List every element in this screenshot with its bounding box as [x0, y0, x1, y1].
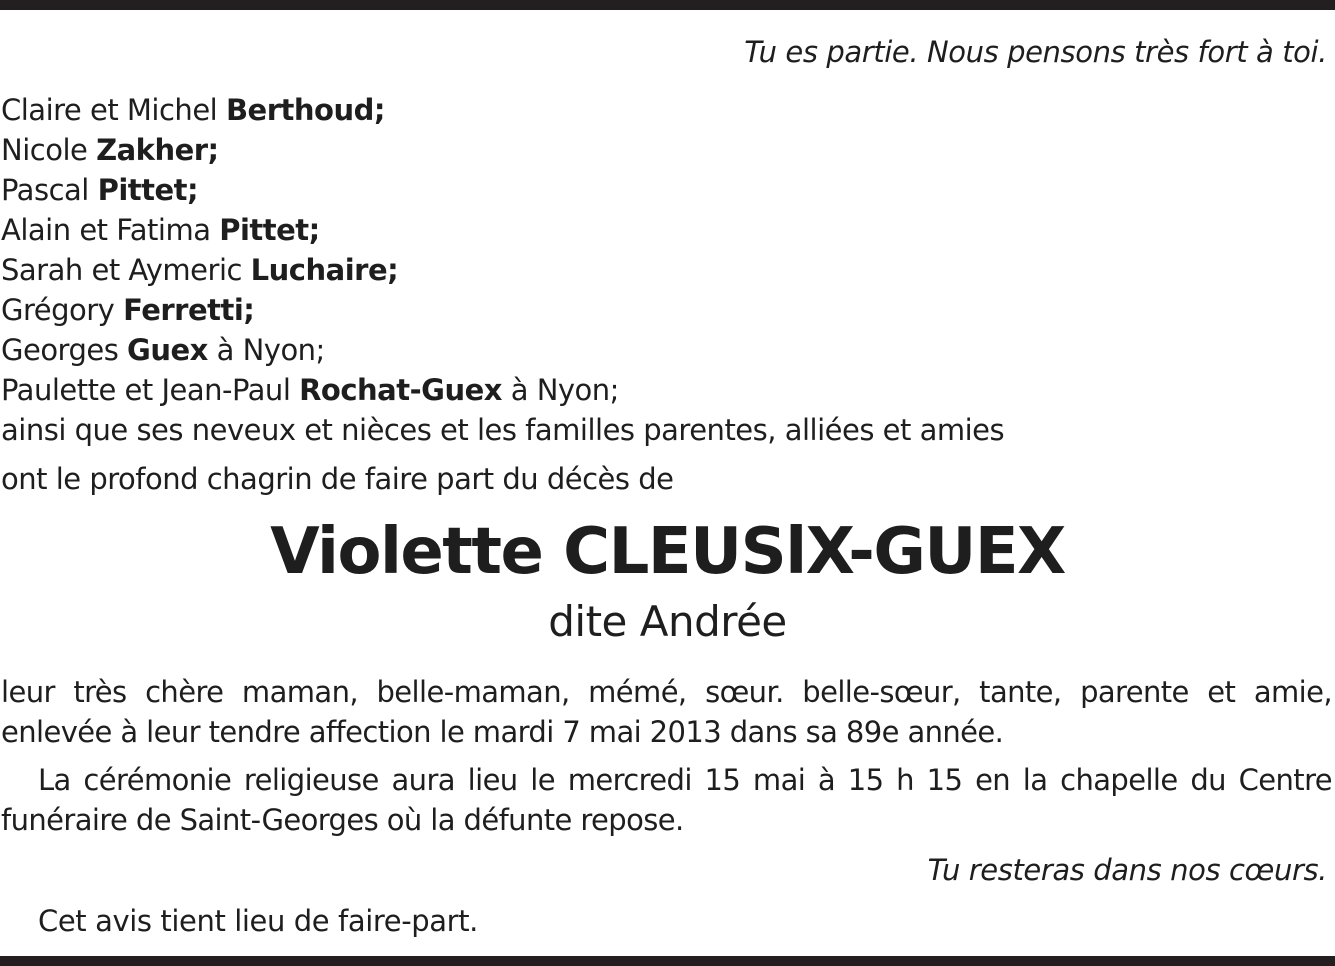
- mourner-given-names: Alain et Fatima: [1, 213, 220, 247]
- mourner-line: [1, 250, 1004, 290]
- top-border-rule: [0, 0, 1335, 10]
- epigraph: Tu es partie. Nous pensons très fort à toi.: [744, 35, 1327, 69]
- closing-line: Tu resteras dans nos cœurs.: [927, 853, 1327, 887]
- mourner-line: [1, 130, 1004, 170]
- mourner-suffix: à Nyon;: [501, 373, 619, 407]
- mourner-surname: Guex: [127, 333, 208, 367]
- mourner-surname: Luchaire;: [250, 253, 399, 287]
- mourner-line: [1, 210, 1004, 250]
- mourner-given-names: Claire et Michel: [1, 93, 226, 127]
- mourner-surname: Pittet;: [219, 213, 320, 247]
- deceased-name: Violette CLEUSlX-GUEX: [270, 515, 1065, 589]
- mourner-given-names: Paulette et Jean-Paul: [1, 373, 300, 407]
- mourner-surname: Zakher;: [96, 133, 219, 167]
- mourner-given-names: Grégory: [1, 293, 124, 327]
- mourner-line: [1, 370, 1004, 410]
- mourner-line: [1, 90, 1004, 130]
- mourner-given-names: Nicole: [1, 133, 97, 167]
- mourner-given-names: Pascal: [1, 173, 98, 207]
- mourner-surname: Pittet;: [97, 173, 199, 207]
- mourner-given-names: Georges: [1, 333, 128, 367]
- bottom-border-rule: [0, 956, 1335, 966]
- deceased-description: leur très chère maman, belle-maman, mémé, sœur. belle-sœur, tante, parente et amie, enlevée à leur tendre affection le mardi 7 mai 2013 dans sa 89e année.: [1, 675, 1332, 749]
- death-announcement: ont le profond chagrin de faire part du décès de: [1, 462, 674, 496]
- mourner-surname: Berthoud;: [225, 93, 385, 127]
- mourner-suffix: à Nyon;: [207, 333, 325, 367]
- mourner-line: [1, 290, 1004, 330]
- mourner-line: [1, 330, 1004, 370]
- extended-family-line: ainsi que ses neveux et nièces et les familles parentes, alliées et amies: [1, 413, 1005, 447]
- ceremony-details: La cérémonie religieuse aura lieu le mercredi 15 mai à 15 h 15 en la chapelle du Centre funéraire de Saint-Georges où la défunte repose.: [1, 763, 1332, 837]
- mourner-line: [1, 170, 1004, 210]
- notice-line: Cet avis tient lieu de faire-part.: [38, 904, 478, 938]
- deceased-alias: dite Andrée: [548, 597, 787, 646]
- mourners-list: [1, 90, 1004, 450]
- mourner-surname: Ferretti;: [123, 293, 255, 327]
- mourner-surname: Rochat-Guex: [299, 373, 502, 407]
- mourner-given-names: Sarah et Aymeric: [1, 253, 251, 287]
